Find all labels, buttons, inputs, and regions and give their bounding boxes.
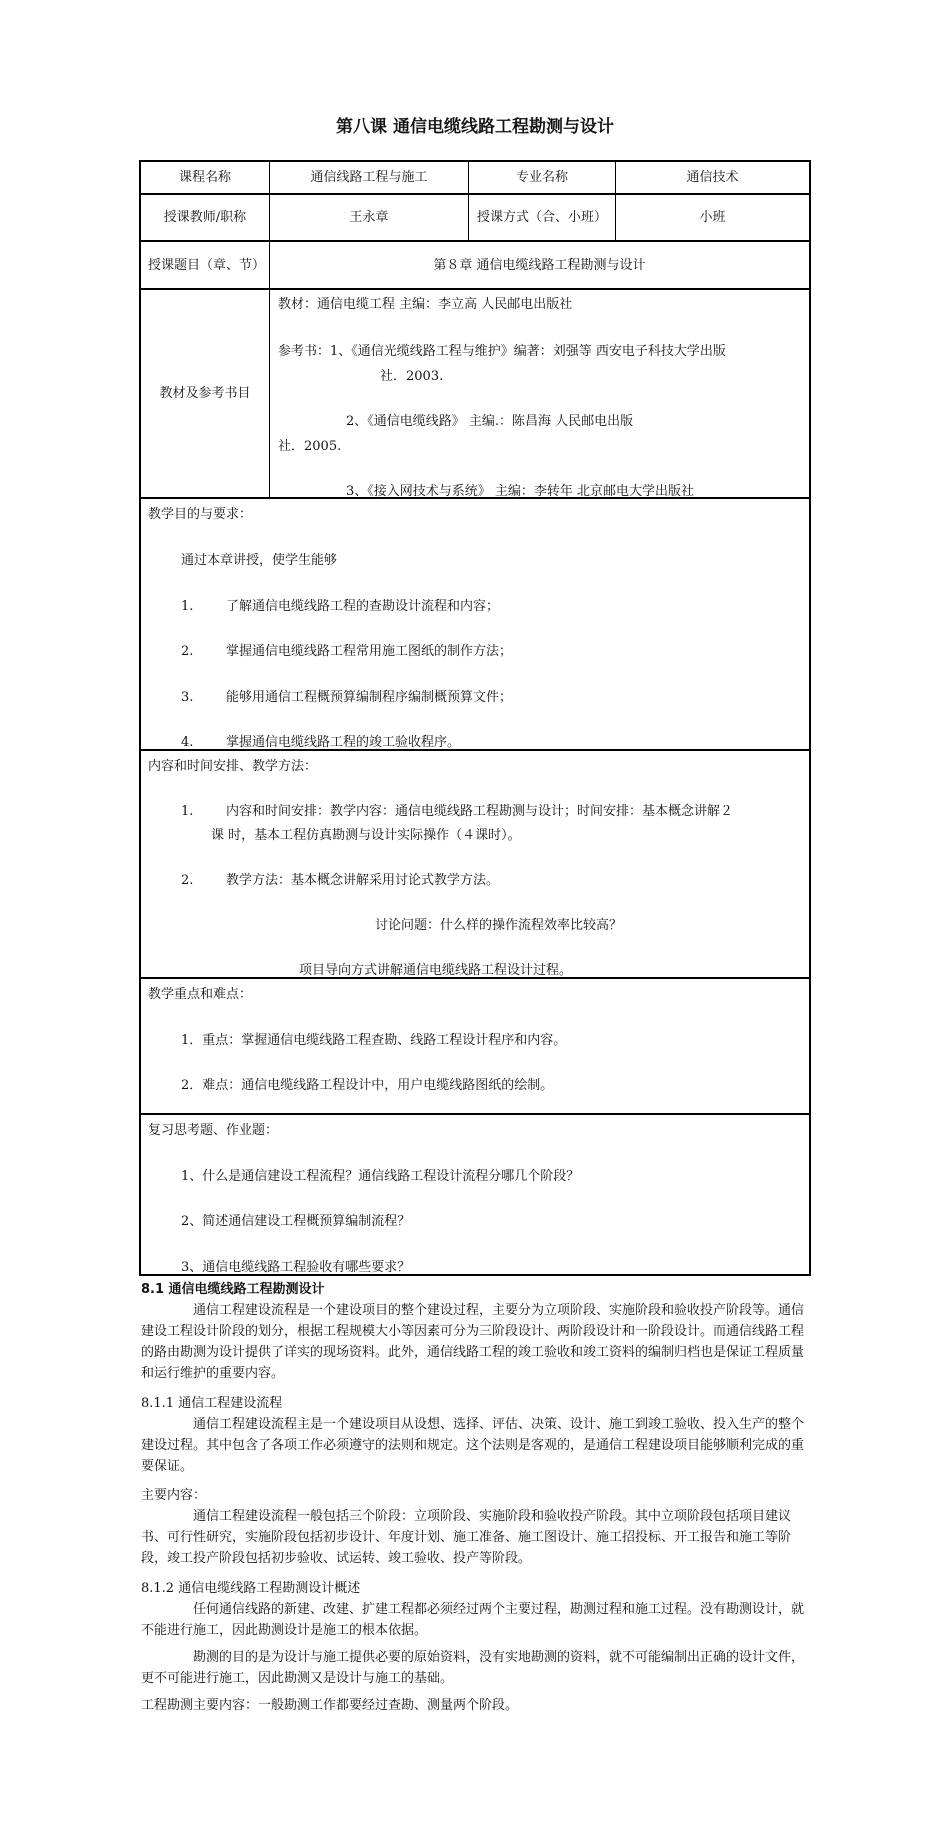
reference-book-3: 3、《接入网技术与系统》 主编：李转年 北京邮电大学出版社: [346, 484, 695, 499]
major-value: 通信技术: [686, 170, 739, 185]
survey-content-line: 工程勘测主要内容：一般勘测工作都要经过查勘、测量两个阶段。: [141, 1698, 519, 1713]
difficult-point: 2．难点：通信电缆线路工程设计中，用户电缆线路图纸的绘制。: [181, 1078, 554, 1093]
arrangement-heading: 内容和时间安排、教学方法：: [148, 759, 318, 774]
objective-text: 了解通信电缆线路工程的查勘设计流程和内容；: [226, 599, 500, 614]
discussion-question: 讨论问题：什么样的操作流程效率比较高？: [375, 918, 623, 933]
reference-book-2: 2、《通信电缆线路》 主编.：陈昌海 人民邮电出版: [346, 414, 634, 429]
teaching-mode-value: 小班: [699, 210, 726, 225]
arrangement-item-num: 2.: [181, 873, 194, 888]
review-question: 3、通信电缆线路工程验收有哪些要求？: [181, 1260, 411, 1275]
textbook-line: 教材：通信电缆工程 主编：李立高 人民邮电出版社: [278, 297, 573, 312]
objective-text: 掌握通信电缆线路工程的竣工验收程序。: [226, 735, 461, 750]
teacher-value: 王永章: [349, 210, 389, 225]
teacher-label: 授课教师/职称: [163, 210, 247, 225]
course-name-value: 通信线路工程与施工: [310, 170, 428, 185]
review-heading: 复习思考题、作业题：: [148, 1123, 279, 1138]
reference-book-2-cont: 社．2005.: [278, 439, 342, 454]
objective-num: 3.: [181, 690, 194, 705]
arrangement-item-text-cont: 课 时，基本工程仿真勘测与设计实际操作（４课时）。: [211, 828, 521, 843]
main-content-label: 主要内容：: [141, 1488, 207, 1503]
topic-value: 第８章 通信电缆线路工程勘测与设计: [433, 257, 646, 273]
objective-num: 2.: [181, 644, 194, 659]
topic-label: 授课题目（章、节）: [148, 257, 266, 273]
paragraph: 任何通信线路的新建、改建、扩建工程都必须经过两个主要过程，勘测过程和施工过程。没有勘测设计，就不能进行施工，因此勘测设计是施工的根本依据。: [141, 1602, 805, 1638]
section-heading-8-1-1: 8.1.1 通信工程建设流程: [141, 1396, 283, 1411]
arrangement-item-text: 内容和时间安排：教学内容：通信电缆线路工程勘测与设计；时间安排：基本概念讲解２: [226, 804, 734, 819]
review-question: 2、简述通信建设工程概预算编制流程？: [181, 1214, 411, 1229]
course-name-label: 课程名称: [178, 170, 231, 185]
review-question: 1、什么是通信建设工程流程？通信线路工程设计流程分哪几个阶段？: [181, 1169, 580, 1184]
arrangement-item-num: 1.: [181, 804, 194, 819]
reference-book-1-cont: 社．2003.: [380, 369, 444, 384]
objective-text: 掌握通信电缆线路工程常用施工图纸的制作方法；: [226, 644, 513, 659]
section-heading-8-1-2: 8.1.2 通信电缆线路工程勘测设计概述: [141, 1581, 361, 1596]
paragraph: 通信工程建设流程主是一个建设项目从设想、选择、评估、决策、设计、施工到竣工验收、投入生产的整个建设过程。其中包含了各项工作必须遵守的法则和规定。这个法则是客观的，是通信工程建设项目能够顺利完成的重要保证。: [141, 1417, 805, 1474]
objectives-heading: 教学目的与要求：: [148, 507, 253, 522]
objectives-intro: 通过本章讲授，使学生能够: [181, 553, 338, 568]
reference-book-1: 参考书：1、《通信光缆线路工程与维护》编著：刘强等 西安电子科技大学出版: [278, 344, 726, 359]
project-method: 项目导向方式讲解通信电缆线路工程设计过程。: [299, 963, 573, 978]
objective-num: 4.: [181, 735, 194, 750]
teaching-mode-label: 授课方式（合、小班）: [476, 210, 607, 225]
objective-text: 能够用通信工程概预算编制程序编制概预算文件；: [226, 690, 513, 705]
section-heading-8-1: 8.1 通信电缆线路工程勘测设计: [141, 1282, 325, 1297]
major-label: 专业名称: [515, 170, 568, 185]
key-point: 1．重点：掌握通信电缆线路工程查勘、线路工程设计程序和内容。: [181, 1033, 567, 1048]
objective-num: 1.: [181, 599, 194, 614]
paragraph: 通信工程建设流程是一个建设项目的整个建设过程，主要分为立项阶段、实施阶段和验收投产阶段等。通信建设工程设计阶段的划分，根据工程规模大小等因素可分为三阶段设计、两阶段设计和一阶段设计。而通信线路工程的路由勘测为设计提供了详实的现场资料。此外，通信线路工程的竣工验收和竣工资料的编制归档也是保证工程质量和运行维护的重要内容。: [141, 1303, 805, 1381]
key-points-heading: 教学重点和难点：: [148, 987, 253, 1002]
paragraph: 通信工程建设流程一般包括三个阶段：立项阶段、实施阶段和验收投产阶段。其中立项阶段包括项目建议书、可行性研究，实施阶段包括初步设计、年度计划、施工准备、施工图设计、施工招投标、开工报告和施工等阶段，竣工投产阶段包括初步验收、试运转、竣工验收、投产等阶段。: [141, 1509, 792, 1566]
row-divider: [139, 1113, 811, 1115]
page-title: 第八课 通信电缆线路工程勘测与设计: [336, 117, 614, 137]
paragraph: 勘测的目的是为设计与施工提供必要的原始资料，没有实地勘测的资料，就不可能编制出正确的设计文件，更不可能进行施工，因此勘测又是设计与施工的基础。: [141, 1650, 805, 1686]
arrangement-item-text: 教学方法：基本概念讲解采用讨论式教学方法。: [226, 873, 500, 888]
books-label: 教材及参考书目: [159, 386, 251, 401]
